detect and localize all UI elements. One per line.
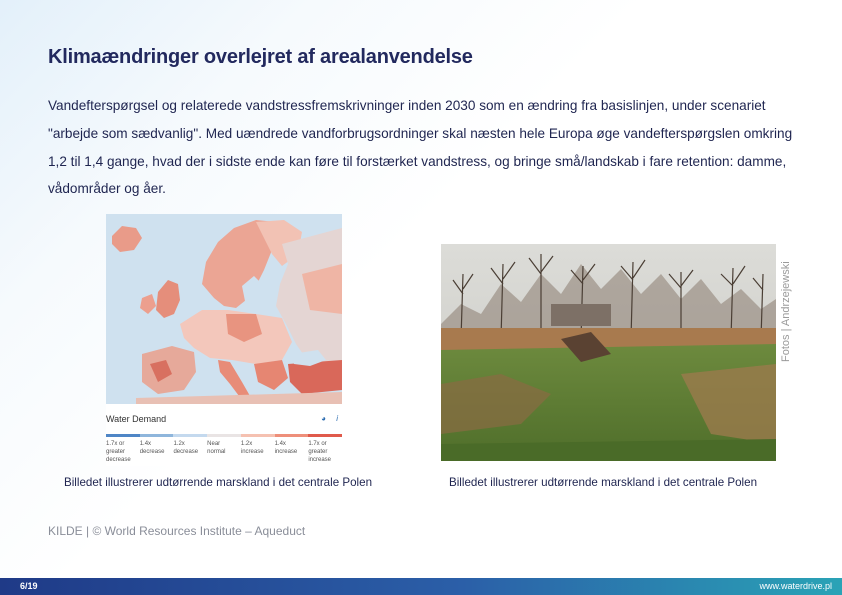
map-legend — [106, 404, 342, 466]
legend-title: Water Demand — [106, 414, 167, 424]
body-paragraph: Vandefterspørgsel og relaterede vandstressfremskrivninger inden 2030 som en ændring fra basislinjen, under scenariet "arbejde som sædvanlig". Med uændrede vandforbrugsordninger skal næsten hele Europa øge vandefterspørgslen omkring 1,2 til 1,4 gange, hvad der i sidste ende kan føre til forstærket vandstress, og bringe små/landskab i fare retention: damme, vådområder og åer. — [48, 98, 793, 197]
photo-caption: Billedet illustrerer udtørrende marskland i det centrale Polen — [449, 476, 758, 489]
slide-title: Klimaændringer overlejret af arealanvendelse — [48, 46, 473, 68]
source-note: KILDE | © World Resources Institute – Aqueduct — [48, 524, 306, 538]
legend-swatch — [140, 434, 174, 437]
legend-label: 1.2x decrease — [173, 441, 199, 455]
legend-label: 1.7x or greater decrease — [106, 441, 131, 463]
page-number: 6/19 — [20, 581, 38, 591]
map-caption: Billedet illustrerer udtørrende marskland i det centrale Polen — [64, 476, 373, 489]
legend-label: Near normal — [207, 441, 226, 455]
legend-label: 1.2x increase — [240, 441, 264, 455]
legend-label: 1.4x decrease — [139, 441, 165, 455]
website-link[interactable]: www.waterdrive.pl — [759, 581, 832, 591]
legend-swatch — [241, 434, 275, 437]
footer-bar — [0, 578, 842, 595]
legend-swatch — [173, 434, 207, 437]
legend-labels — [106, 440, 342, 466]
legend-swatch — [207, 434, 241, 437]
europe-map-image — [106, 214, 342, 404]
marshland-photo — [441, 244, 776, 461]
legend-label: 1.4x increase — [274, 441, 298, 455]
legend-label: 1.7x or greater increase — [308, 441, 331, 463]
photo-credit: Fotos | Andrzejewski — [780, 261, 792, 362]
legend-swatch — [106, 434, 140, 437]
speaker-icon[interactable]: ◕ — [321, 414, 326, 423]
legend-swatch — [308, 434, 342, 437]
legend-swatch — [275, 434, 309, 437]
info-icon[interactable]: i — [336, 414, 338, 423]
water-demand-map — [106, 214, 342, 466]
legend-color-scale — [106, 434, 342, 437]
legend-icon-group — [313, 414, 338, 423]
